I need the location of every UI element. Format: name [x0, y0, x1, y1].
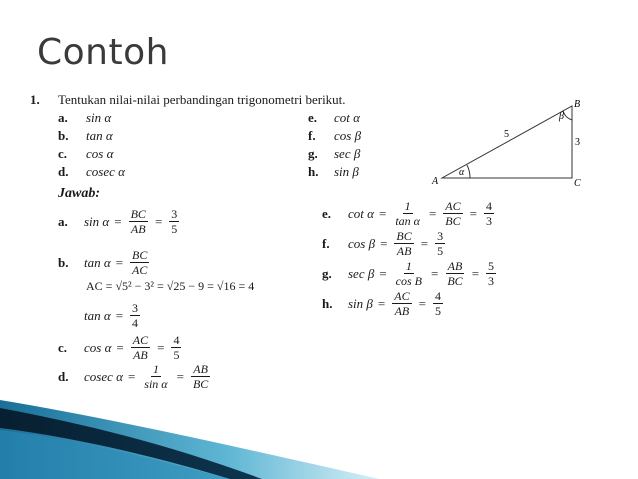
item-expr-f: cos β: [334, 128, 362, 143]
fraction-numerator: 3: [171, 207, 178, 221]
fraction-denominator: 5: [437, 244, 444, 258]
fraction: [393, 200, 422, 227]
fraction-denominator: AC: [132, 263, 148, 277]
fraction: [433, 290, 443, 317]
answer-b-result: tan α = $\frac{3}{4}$: [84, 301, 139, 330]
fraction-denominator: 5: [171, 222, 178, 236]
fraction: [486, 260, 496, 287]
fraction-denominator: AB: [130, 222, 146, 236]
vertex-a-label: A: [432, 176, 439, 187]
fraction: [169, 208, 179, 235]
fraction-denominator: BC: [447, 274, 463, 288]
fraction-denominator: 3: [488, 274, 495, 288]
fraction: [129, 208, 148, 235]
answer-b-ac-calc: AC = √5² − 3² = √25 − 9 = √16 = 4: [86, 279, 255, 293]
fraction-numerator: 4: [434, 289, 441, 303]
fraction-numerator: AC: [394, 289, 410, 303]
slide-title: Contoh: [37, 32, 169, 73]
fraction-numerator: 1: [404, 199, 411, 213]
fraction-numerator: BC: [132, 248, 148, 262]
item-label-d: d.: [58, 164, 69, 179]
answer-g: g. sec β = $\frac{1}{\text{cos B}}$ = $\frac{AB}{BC}$ = $\frac{5}{3}$: [322, 259, 495, 288]
answer-b: b. tan α = $\frac{BC}{AC}$: [58, 248, 148, 277]
fraction-denominator: AB: [396, 244, 412, 258]
item-label-h: h.: [308, 164, 319, 179]
item-expr-b: tan α: [86, 128, 113, 143]
item-label-e: e.: [308, 110, 318, 125]
item-expr-a: sin α: [86, 110, 112, 125]
fraction-denominator: AB: [133, 348, 148, 362]
fraction-numerator: 4: [485, 199, 492, 213]
item-label-c: c.: [58, 146, 68, 161]
item-label-g: g.: [308, 146, 318, 161]
fraction: [130, 249, 149, 276]
fraction-denominator: BC: [445, 214, 461, 228]
fraction-denominator: 5: [173, 348, 180, 362]
answer-heading: Jawab:: [58, 186, 100, 201]
item-expr-e: cot α: [334, 110, 360, 125]
answer-h: h. sin β = $\frac{AC}{AB}$ = $\frac{4}{5}$: [322, 289, 441, 318]
item-expr-c: cos α: [86, 146, 114, 161]
fraction: [171, 334, 181, 361]
fraction: [445, 260, 464, 287]
side-ab-label: 5: [504, 129, 509, 140]
item-expr-d: cosec α: [86, 164, 125, 179]
fraction: [394, 230, 413, 257]
fraction-numerator: BC: [396, 229, 412, 243]
item-label-b: b.: [58, 128, 69, 143]
fraction-numerator: 5: [488, 259, 495, 273]
fraction-numerator: 1: [152, 362, 159, 376]
item-expr-h: sin β: [334, 164, 359, 179]
answer-e: e. cot α = $\frac{1}{\text{tan α}}$ = $\frac{AC}{BC}$ = $\frac{4}{3}$: [322, 199, 492, 228]
fraction: [142, 363, 169, 390]
fraction: [131, 334, 150, 361]
fraction: [484, 200, 494, 227]
angle-beta-label: β: [559, 111, 564, 122]
answer-d: d. cosec α = $\frac{1}{\text{sin α}}$ = $\frac{AB}{BC}$: [58, 362, 209, 391]
fraction: [443, 200, 462, 227]
problem-number: 1.: [30, 92, 40, 107]
right-triangle-diagram: [430, 98, 590, 188]
fraction: [394, 260, 424, 287]
fraction-numerator: AC: [445, 199, 461, 213]
fraction-numerator: AB: [447, 259, 463, 273]
fraction-numerator: 3: [132, 301, 139, 315]
fraction-numerator: 1: [405, 259, 412, 273]
fraction-denominator: cos B: [395, 274, 422, 288]
answer-c: c. cos α = $\frac{AC}{AB}$ = $\frac{4}{5}$: [58, 333, 180, 362]
fraction-denominator: BC: [192, 377, 209, 391]
fraction-denominator: tan α: [395, 214, 420, 228]
fraction-numerator: 4: [173, 333, 180, 347]
fraction-denominator: sin α: [144, 377, 168, 391]
angle-alpha-label: α: [459, 167, 465, 178]
item-label-a: a.: [58, 110, 68, 125]
fraction: [435, 230, 445, 257]
vertex-c-label: C: [574, 178, 581, 188]
fraction-denominator: AB: [394, 304, 410, 318]
fraction-denominator: 5: [434, 304, 441, 318]
fraction-denominator: 3: [485, 214, 492, 228]
fraction-numerator: 3: [437, 229, 444, 243]
answer-f: f. cos β = $\frac{BC}{AB}$ = $\frac{3}{5}$: [322, 229, 444, 258]
fraction-numerator: AB: [193, 362, 208, 376]
fraction: [191, 363, 210, 390]
fraction-numerator: BC: [130, 207, 146, 221]
answer-a: a. sin α = $\frac{BC}{AB}$ = $\frac{3}{5}$: [58, 207, 178, 236]
item-label-f: f.: [308, 128, 316, 143]
fraction: [130, 302, 140, 329]
problem-text: Tentukan nilai-nilai perbandingan trigonometri berikut.: [58, 92, 346, 107]
fraction-numerator: AC: [132, 333, 149, 347]
item-expr-g: sec β: [334, 146, 361, 161]
vertex-b-label: B: [574, 99, 581, 110]
fraction-denominator: 4: [132, 316, 139, 330]
fraction: [392, 290, 411, 317]
side-bc-label: 3: [575, 137, 580, 148]
